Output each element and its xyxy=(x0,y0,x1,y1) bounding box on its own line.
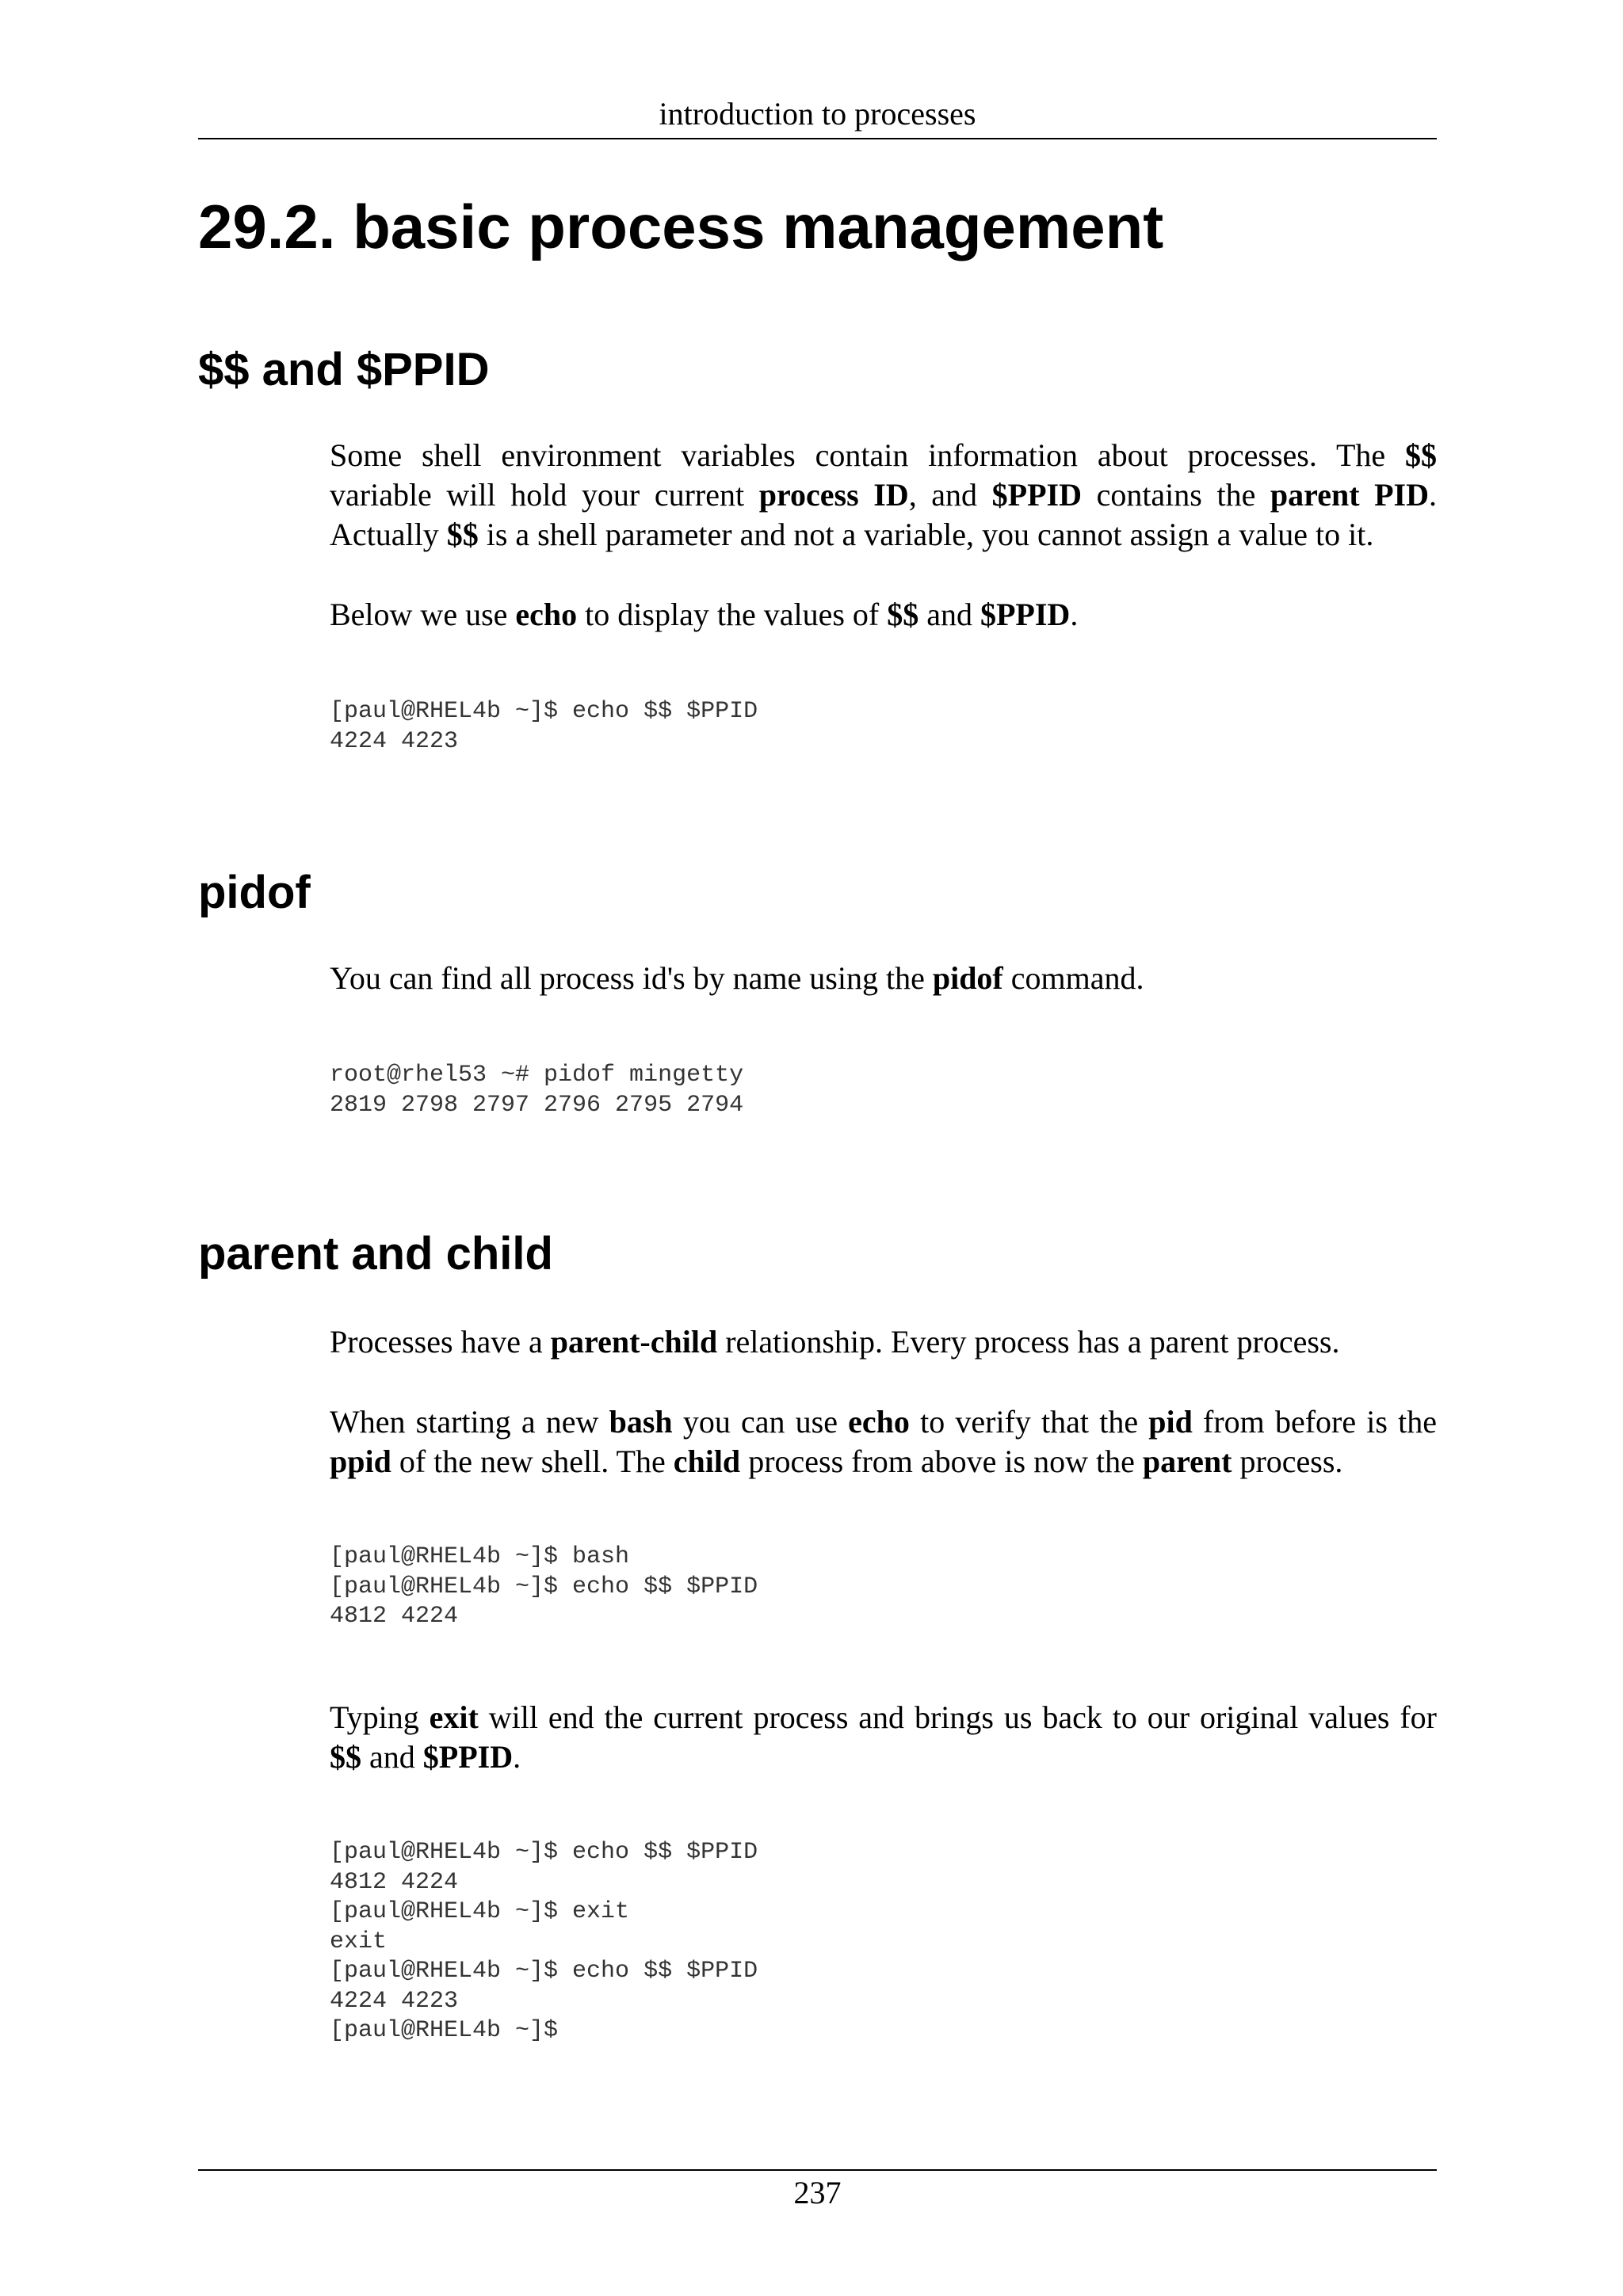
paragraph-exit: Typing exit will end the current process and brings us back to our original values for $$ and $PPID. xyxy=(330,1699,1437,1775)
section-title: 29.2. basic process management xyxy=(198,192,1164,261)
running-header: introduction to processes xyxy=(659,96,976,132)
header-rule xyxy=(198,138,1437,139)
paragraph-parent-child-relationship: Processes have a parent-child relationship. Every process has a parent process. xyxy=(330,1324,1340,1360)
subsection-title-parent-child: parent and child xyxy=(198,1228,553,1280)
code-block-bash-child: [paul@RHEL4b ~]$ bash [paul@RHEL4b ~]$ echo $$ $PPID 4812 4224 xyxy=(330,1543,758,1630)
subsection-title-pidof: pidof xyxy=(198,867,311,918)
paragraph-pid-variables: Some shell environment variables contain information about processes. The $$ variable will hold your current process ID, and $PPID contains the parent PID. Actually $$ is a shell parameter and not a variable, you cannot assign a value to it. xyxy=(330,437,1438,552)
page-number: 237 xyxy=(793,2175,842,2210)
paragraph-pidof: You can find all process id's by name using the pidof command. xyxy=(330,960,1144,996)
code-block-pidof: root@rhel53 ~# pidof mingetty 2819 2798 2797 2796 2795 2794 xyxy=(330,1062,744,1119)
code-block-echo-pid: [paul@RHEL4b ~]$ echo $$ $PPID 4224 4223 xyxy=(330,698,758,755)
footer-rule xyxy=(198,2169,1437,2171)
subsection-title-pid-variables: $$ and $PPID xyxy=(198,344,490,395)
code-block-exit: [paul@RHEL4b ~]$ echo $$ $PPID 4812 4224 [paul@RHEL4b ~]$ exit exit [paul@RHEL4b ~]$ echo $$ $PPID 4224 4223 [paul@RHEL4b ~]$ xyxy=(330,1839,758,2044)
paragraph-new-bash: When starting a new bash you can use echo to verify that the pid from before is the ppid of the new shell. The child process from above is now the parent process. xyxy=(330,1404,1437,1479)
paragraph-echo-intro: Below we use echo to display the values of $$ and $PPID. xyxy=(330,597,1079,632)
